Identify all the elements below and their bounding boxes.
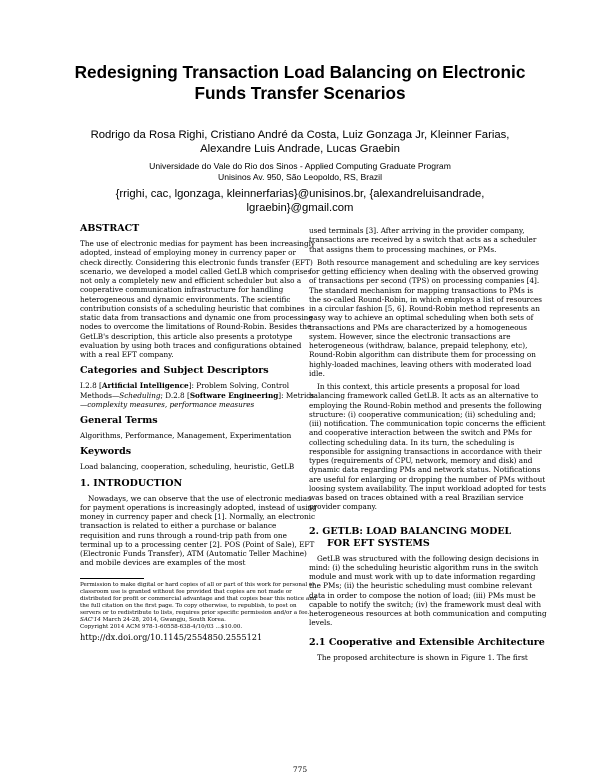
abstract-text: The use of electronic medias for payment has been increasingly adopted, instead of employing money in currency paper or check directly. Considering this electronic funds transfer (EFT) scenario, we developed a model called GetLB which comprises not only a completely new and efficient scheduler but also a cooperative communication infrastructure for handling heterogeneous and dynamic environments. The scientific contribution consists of a scheduling heuristic that combines static data from transactions and dynamic one from processing nodes to overcome the limitations of Round-Robin. Besides the GetLB's description, this article also presents a prototype evaluation by using both traces and configurations obtained with a real EFT company. — [80, 239, 316, 359]
categories-heading: Categories and Subject Descriptors — [80, 365, 269, 377]
copyright-line: Copyright 2014 ACM 978-1-60558-638-4/10/03 ...$10.00. — [80, 623, 243, 630]
affiliation-line-1: Universidade do Vale do Rio dos Sinos - Applied Computing Graduate Program — [149, 161, 451, 171]
cat-desc-1: ]: Problem Solving, Control Methods— — [80, 381, 290, 400]
affiliation — [60, 161, 540, 182]
title-line-1: Redesigning Transaction Load Balancing on Electronic — [74, 62, 526, 82]
venue-line — [80, 617, 318, 624]
section-2-heading-line-1: 2. GETLB: LOAD BALANCING MODEL — [309, 525, 512, 537]
section-2-text: GetLB was structured with the following design decisions in mind: (i) the scheduling heuristic algorithm runs in the switch module and must work with up to date information regarding the PMs; (ii) the heuristic scheduling must combine relevant data in order to compose the notion of load; (iii) PMs must be capable to notify the switch; (iv) the framework must deal with heterogeneous resources at both communication and computing levels. — [309, 553, 547, 628]
intro-paragraph-2: Both resource management and scheduling are key services for getting efficiency when dealing with the observed growing of transactions per second (TPS) on processing companies [4]. The standard mechanism for mapping transactions to PMs is the so-called Round-Robin, in which employs a list of resources in a circular fashion [5, 6]. Round-Robin method represents an easy way to achieve an optimal scheduling when both sets of transactions and PMs are characterized by a homogeneous system. However, since the electronic transactions are heterogeneous (withdraw, balance, prepaid telephony, etc), Round-Robin algorithm can distribute them for processing on highly-loaded machines, leaving others with moderated load idle. — [309, 257, 543, 378]
cat-desc-2: ]: Metrics— — [80, 390, 315, 409]
authors-line-1: Rodrigo da Rosa Righi, Cristiano André da Costa, Luiz Gonzaga Jr, Kleinner Farias, — [90, 129, 510, 141]
categories-text — [80, 381, 318, 409]
intro-paragraph-1: used terminals [3]. After arriving in the provider company, transactions are received by a switch that acts as a scheduler that assigns them to processing machines, or PMs. — [309, 226, 537, 254]
abstract-heading: ABSTRACT — [80, 223, 140, 234]
cat-scheduling: Scheduling — [119, 390, 161, 400]
general-terms-text: Algorithms, Performance, Management, Experimentation — [80, 431, 292, 440]
paper-title — [60, 62, 540, 104]
cat-code-2: ; D.2.8 [ — [160, 390, 190, 400]
introduction-text: Nowadays, we can observe that the use of electronic medias for payment operations is increasingly adopted, instead of using money in currency paper and check [1]. Normally, an electronic transaction is related to either a purchase or balance requisition and runs through a round-trip path from one terminal up to a processing center [2]. POS (Point of Sale), EFT (Electronic Funds Transfer), ATM (Automatic Teller Machine) and mobile devices are examples of the most — [80, 493, 317, 568]
keywords-text: Load balancing, cooperation, scheduling, heuristic, GetLB — [80, 462, 295, 472]
cat-ai: Artificial Intelligence — [101, 381, 189, 391]
introduction-heading: 1. INTRODUCTION — [80, 477, 183, 489]
emails-line-2: lgraebin}@gmail.com — [246, 202, 354, 214]
general-terms-heading: General Terms — [80, 415, 158, 426]
keywords-heading: Keywords — [80, 446, 132, 458]
left-column — [80, 223, 318, 642]
footnote-rule — [80, 578, 144, 579]
right-column — [309, 226, 547, 662]
author-emails — [60, 187, 540, 215]
subsection-2-1-heading: 2.1 Cooperative and Extensible Architecture — [309, 636, 545, 648]
venue-name: SAC'14 — [80, 616, 101, 623]
intro-paragraph-3: In this context, this article presents a proposal for load balancing framework called GetLB. It acts as an alternative to employing the Round-Robin method and presents the following structure: (i) cooperative communication; (ii) scheduling and; (iii) notification. The communication topic concerns the efficient and cooperative interaction between the switch and PMs for collecting scheduling data. In its turn, the scheduling is responsible for assigning transactions in accordance with their types (requirements of CPU, network, memory and disk) and dynamic data regarding PMs and network status. Notifications are useful for enlarging or dropping the number of PMs without loosing system availability. The input workload adopted for tests was based on traces obtained with a real Brazilian service provider company. — [309, 382, 547, 512]
section-2-heading — [309, 526, 547, 550]
doi-link[interactable]: http://dx.doi.org/10.1145/2554850.2555121 — [80, 631, 263, 642]
cat-se: Software Engineering — [189, 390, 279, 400]
subsection-2-1-text: The proposed architecture is shown in Figure 1. The first — [317, 652, 528, 662]
title-line-2: Funds Transfer Scenarios — [194, 83, 406, 103]
emails-line-1: {rrighi, cac, lgonzaga, kleinnerfarias}@unisinos.br, {alexandreluisandrade, — [115, 188, 485, 200]
cat-code-1: I.2.8 [ — [80, 381, 102, 391]
page-number: 775 — [292, 765, 308, 774]
permission-notice: Permission to make digital or hard copies of all or part of this work for personal or classroom use is granted without fee provided that copies are not made or distributed for profit or commercial advantage and that copies bear this notice and the full citation on the first page. To copy otherwise, to republish, to post on servers or to redistribute to lists, requires prior specific permission and/or a fee. — [80, 581, 317, 616]
cat-measures: complexity measures, performance measures — [87, 399, 255, 409]
venue-details: March 24-28, 2014, Gwangju, South Korea. — [100, 616, 226, 623]
authors-line-2: Alexandre Luis Andrade, Lucas Graebin — [200, 143, 400, 155]
affiliation-line-2: Unisinos Av. 950, São Leopoldo, RS, Brazil — [217, 171, 382, 182]
author-list — [60, 128, 540, 156]
section-2-heading-line-2: FOR EFT SYSTEMS — [327, 537, 430, 549]
